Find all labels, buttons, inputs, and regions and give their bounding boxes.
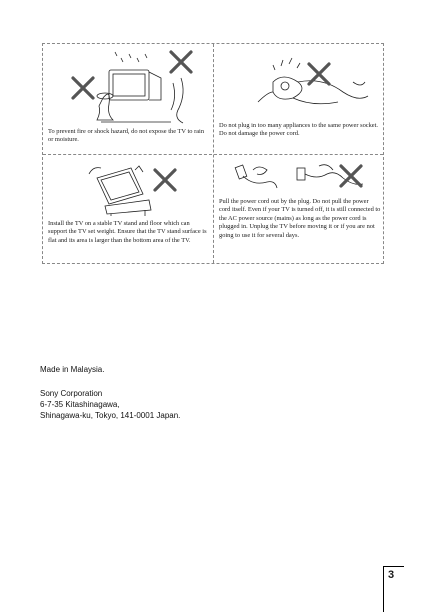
company-address-line1: 6-7-35 Kitashinagawa, [40,400,120,409]
cell-text-rain-warning: To prevent fire or shock hazard, do not expose the TV to rain or moisture. [48,128,205,144]
grid-divider-horizontal [43,154,383,155]
pull-cord-prohibited-icon [223,160,383,194]
tv-rain-prohibited-icon [61,48,201,126]
cell-text-socket-warning: Do not plug in too many appliances to the same power socket. Do not damage the power cord. [219,122,379,138]
company-name: Sony Corporation [40,389,103,398]
overloaded-socket-prohibited-icon [253,52,373,114]
company-address-line2: Shinagawa-ku, Tokyo, 141-0001 Japan. [40,411,181,420]
cell-text-stand-warning: Install the TV on a stable TV stand and floor which can support the TV set weight. Ensure that the TV stand surface is flat and its area is larger than the bottom area of the TV. [48,220,207,244]
page-number: 3 [388,569,395,581]
safety-warnings-grid [42,43,384,264]
made-in-text: Made in Malaysia. [40,365,105,374]
cell-text-cord-warning: Pull the power cord out by the plug. Do not pull the power cord itself. Even if your TV is turned off, it is still connected to the AC power source (mains) as long as the power cord is plugged in. Unplug the TV before moving it or if you are not going to use it for several days. [219,198,381,239]
unstable-stand-prohibited-icon [83,160,183,216]
